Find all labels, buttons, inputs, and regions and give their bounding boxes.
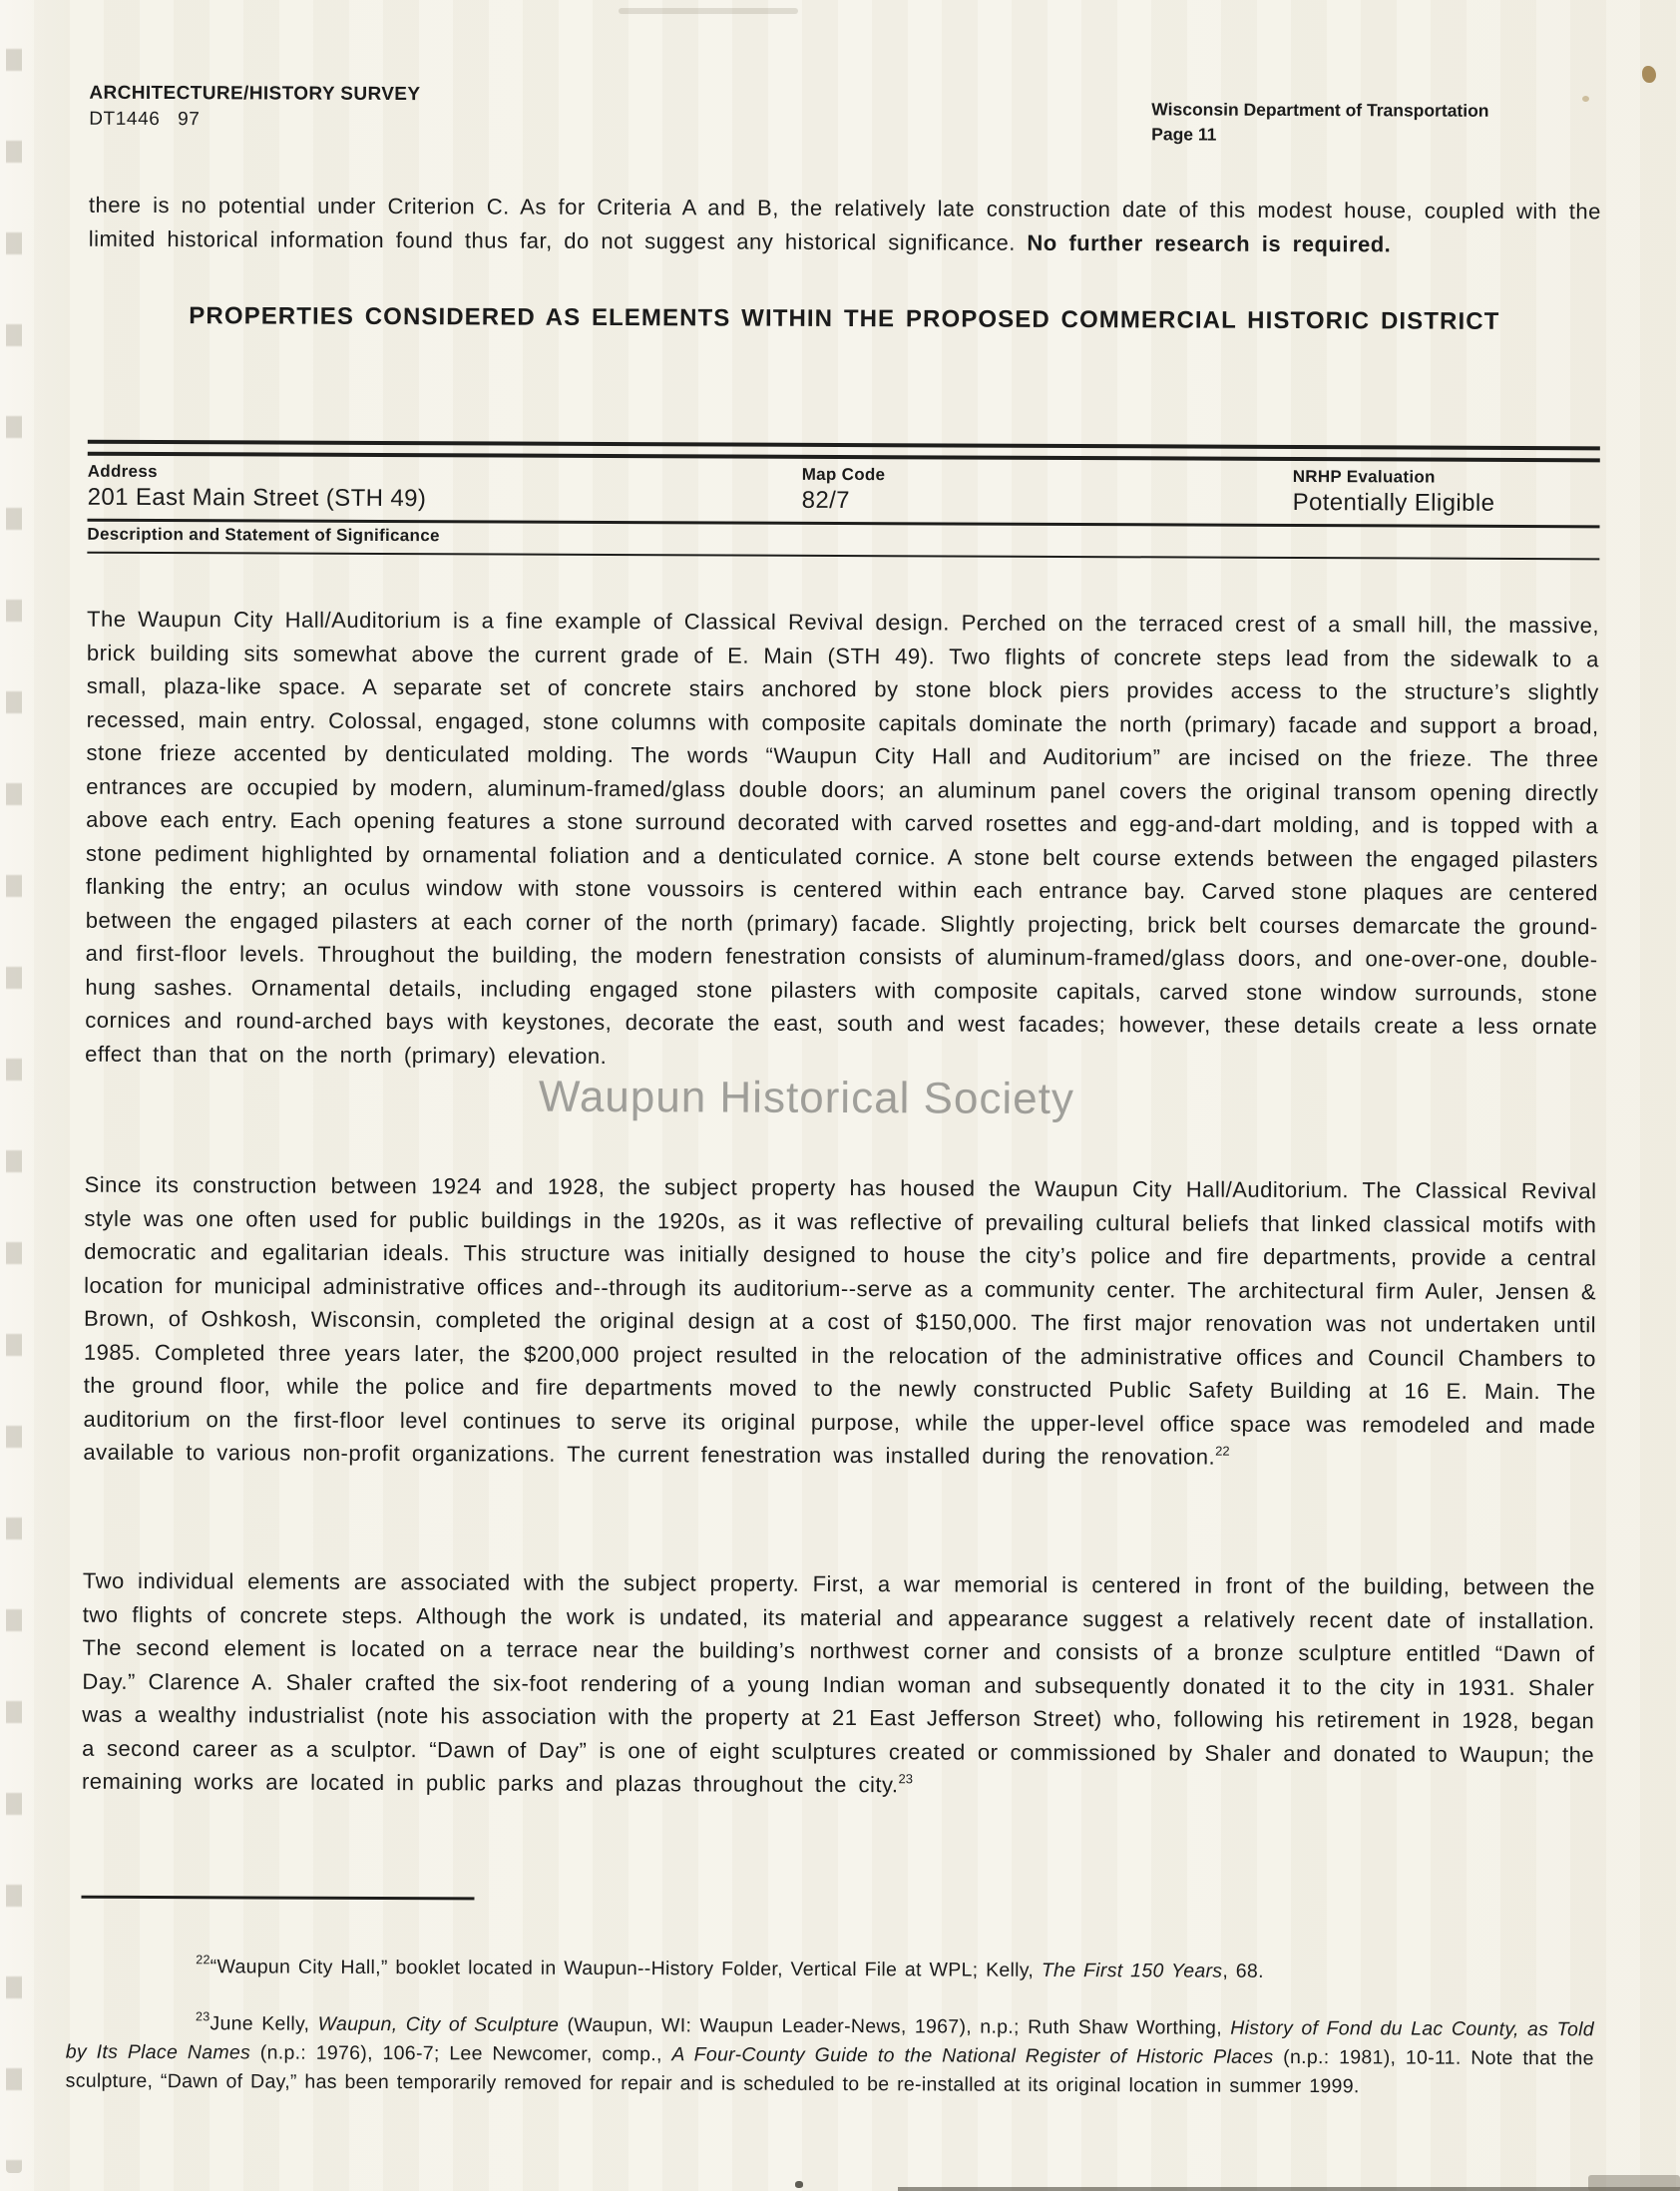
footnote-22: [66, 1952, 1594, 1987]
scan-edge-shadow: [898, 2187, 1680, 2191]
footnote-23-number: 23: [195, 2009, 210, 2024]
paper-stain: [1642, 66, 1656, 83]
description-label: Description and Statement of Significance: [87, 524, 440, 546]
header-right: [1151, 97, 1488, 148]
intro-text: there is no potential under Criterion C. As for Criteria A and B, the relatively late construction date of this modest house, coupled with the limited historical information found thus far, do not suggest any historical significance.: [88, 192, 1601, 255]
nrhp-evaluation-value: Potentially Eligible: [1292, 488, 1495, 517]
footnote-22-tail: , 68.: [1222, 1960, 1264, 1982]
footnote-23-title-italic-3: A Four-County Guide to the National Register of Historic Places: [671, 2042, 1274, 2068]
footnote-22-number: 22: [196, 1953, 210, 1968]
address-label: Address: [87, 461, 158, 482]
footnote-23-text-2: (Waupun, WI: Waupun Leader-News, 1967), n.p.; Ruth Shaw Worthing,: [559, 2013, 1231, 2039]
footnote-separator: [81, 1896, 474, 1901]
section-heading: PROPERTIES CONSIDERED AS ELEMENTS WITHIN THE PROPOSED COMMERCIAL HISTORIC DISTRICT: [189, 302, 1500, 335]
footnote-23-title-italic-2: History of Fond du Lac County, as Told by Its Place Names: [65, 2016, 1594, 2063]
table-rule-top-inner: [88, 452, 1600, 463]
address-value: 201 East Main Street (STH 49): [87, 483, 427, 513]
watermark: Waupun Historical Society: [538, 1072, 1075, 1124]
table-rule-bottom: [87, 552, 1599, 561]
paper-stain: [795, 2181, 803, 2188]
survey-title: ARCHITECTURE/HISTORY SURVEY: [89, 82, 421, 106]
footnote-22-title-italic: The First 150 Years: [1041, 1959, 1223, 1982]
footnote-23: [66, 2008, 1594, 2102]
footnote-reference-22: 22: [1215, 1443, 1230, 1459]
map-code-label: Map Code: [801, 464, 886, 485]
description-paragraph-3: [82, 1564, 1595, 1805]
nrhp-evaluation-label: NRHP Evaluation: [1292, 466, 1436, 487]
table-rule-top-outer: [88, 440, 1600, 451]
paper-stain: [1582, 96, 1589, 102]
page-number: Page 11: [1151, 124, 1217, 145]
paragraph-3-text: Two individual elements are associated with the subject property. First, a war memorial is centered in front of the building, between the two flights of concrete steps. Although the work is undated, its material and appearance suggest a relatively recent date of installation. The second element is located on a terrace near the building’s northwest corner and consists of a bronze sculpture entitled “Dawn of Day.” Clarence A. Shaler crafted the six-foot rendering of a young Indian woman and subsequently donated it to the city in 1931. Shaler was a wealthy industrialist (note his association with the property at 21 East Jefferson Street) who, following his retirement in 1928, began a second career as a sculptor. “Dawn of Day” is one of eight sculptures created or commissioned by Shaler and donated to Waupun; the remaining works are located in public parks and plazas throughout the city.: [81, 1567, 1595, 1798]
property-table: [87, 440, 1600, 567]
description-paragraph-1: The Waupun City Hall/Auditorium is a fine example of Classical Revival design. Perched on the terraced crest of a small hill, the massive, brick building sits somewhat above the current grade of E. Main (STH 49). Two flights of concrete steps lead from the sidewalk to a small, plaza-like space. A separate set of concrete stairs anchored by stone block piers provides access to the structure’s slightly recessed, main entry. Colossal, engaged, stone columns with composite capitals dominate the north (primary) facade and support a broad, stone frieze accented by denticulated molding. The words “Waupun City Hall and Auditorium” are incised on the frieze. The three entrances are occupied by modern, aluminum-framed/glass double doors; an aluminum panel covers the original transom opening directly above each entry. Each opening features a stone surround decorated with carved rosettes and egg-and-dart molding, and is topped with a stone pediment highlighted by ornamental foliation and a denticulated cornice. A stone belt course extends between the engaged pilasters flanking the entry; an oculus window with stone voussoirs is centered within each entrance bay. Carved stone plaques are centered between the engaged pilasters at each corner of the north (primary) facade. Slightly projecting, brick belt courses demarcate the ground- and first-floor levels. Throughout the building, the modern fenestration consists of aluminum-framed/glass doors, and one-over-one, double-hung sashes. Ornamental details, including engaged stone pilasters with composite capitals, carved stone window surrounds, stone cornices and round-arched bays with keystones, decorate the east, south and west facades; however, these details create a less ornate effect than that on the north (primary) elevation.: [85, 606, 1600, 1069]
description-paragraph-2: [83, 1168, 1596, 1476]
footnote-reference-23: 23: [898, 1770, 914, 1786]
scan-smudge: [619, 8, 798, 14]
footnote-23-text-1: June Kelly,: [210, 2011, 318, 2035]
footnote-23-text-3: (n.p.: 1976), 106-7; Lee Newcomer, comp.,: [250, 2040, 672, 2065]
footnote-23-text-4: (n.p.: 1981), 10-11. Note that the sculpture, “Dawn of Day,” has been temporarily removed for repair and is scheduled to be re-installed at its original location in summer 1999.: [65, 2045, 1594, 2097]
header-left: [89, 81, 420, 134]
scan-smudge: [1588, 2175, 1680, 2191]
paragraph-2-text: Since its construction between 1924 and 1928, the subject property has housed the Waupun City Hall/Auditorium. The Classical Revival style was one often used for public buildings in the 1920s, as it was reflective of prevailing cultural beliefs that linked classical motifs with democratic and egalitarian ideals. This structure was initially designed to house the city’s police and fire departments, provide a central location for municipal administrative offices and--through its auditorium--serve as a community center. The architectural firm Auler, Jensen & Brown, of Oshkosh, Wisconsin, completed the original design at a cost of $150,000. The first major renovation was not undertaken until 1985. Completed three years later, the $200,000 project resulted in the relocation of the administrative offices and Council Chambers to the ground floor, while the police and fire departments moved to the newly constructed Public Safety Building at 16 E. Main. The auditorium on the first-floor level continues to serve its original purpose, while the upper-level office space was remodeled and made available to various non-profit organizations. The current fenestration was installed during the renovation.: [83, 1171, 1597, 1470]
footnote-22-text: “Waupun City Hall,” booklet located in Waupun--History Folder, Vertical File at WPL; Kelly,: [210, 1955, 1042, 1981]
intro-paragraph: [89, 189, 1601, 262]
map-code-value: 82/7: [801, 486, 850, 515]
footnote-23-title-italic-1: Waupun, City of Sculpture: [317, 2012, 560, 2036]
agency-name: Wisconsin Department of Transportation: [1151, 99, 1489, 121]
form-code: DT1446 97: [89, 108, 201, 131]
intro-bold-conclusion: No further research is required.: [1027, 229, 1392, 256]
